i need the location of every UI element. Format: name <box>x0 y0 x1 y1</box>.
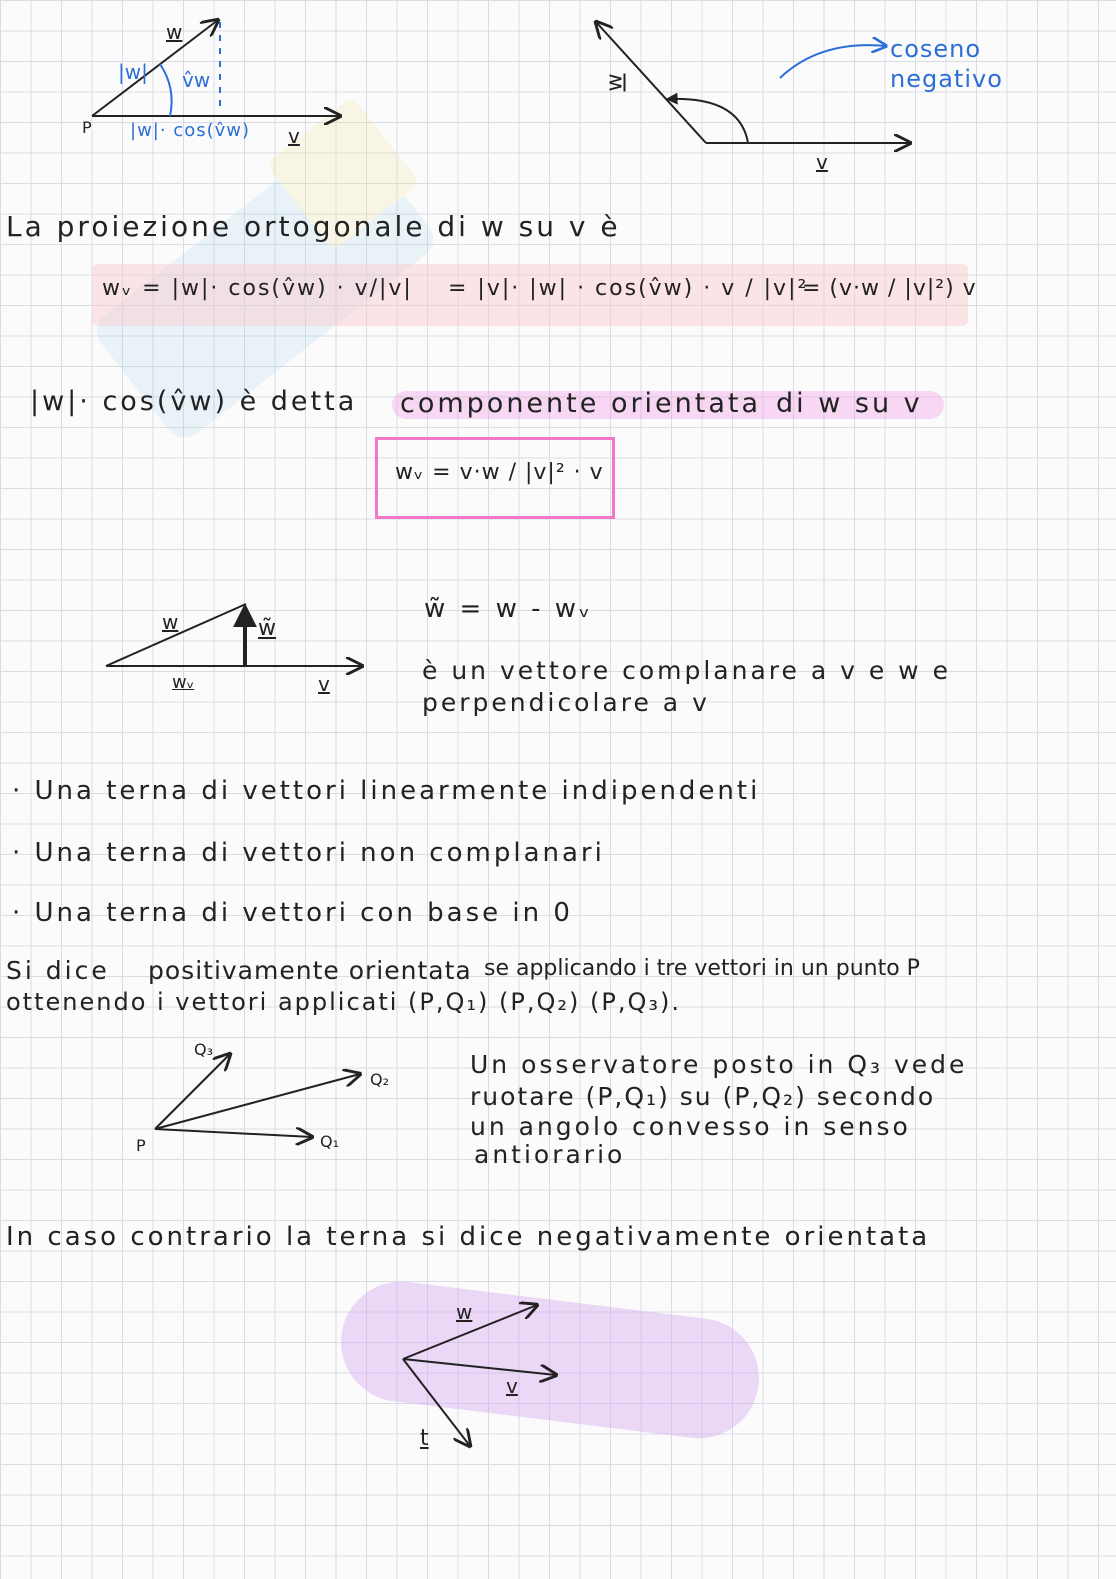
component-term: componente orientata <box>400 388 762 419</box>
fig4-obs-line3: un angolo convesso in senso <box>470 1112 911 1141</box>
fig4-label-q1: Q₁ <box>320 1132 340 1151</box>
fig2-angle-arc <box>668 99 748 143</box>
fig4-obs-line4: antiorario <box>474 1140 626 1169</box>
fig3-desc-line1: è un vettore complanare a v e w e <box>422 656 951 685</box>
fig2-note: coseno negativo <box>890 35 1003 93</box>
fig4-positive-orientation-diagram <box>155 1054 360 1137</box>
projection-formula-mid: = |v|· |w| · cos(v̂w) · v / |v|² <box>448 276 809 301</box>
fig5-label-t: t <box>420 1426 429 1451</box>
contrary-sentence: In caso contrario la terna si dice negativamente orientata <box>6 1222 931 1252</box>
definition-line1-a: Si dice <box>6 956 110 985</box>
fig3-label-v: v <box>318 672 330 696</box>
projection-formula-lhs: wᵥ = |w|· cos(v̂w) · v/|v| <box>102 276 413 301</box>
fig2-obtuse-angle-diagram <box>596 22 910 143</box>
component-tail: di w su v <box>776 388 923 419</box>
bullet-item: · Una terna di vettori con base in 0 <box>12 898 573 928</box>
fig4-vector-q2 <box>155 1074 360 1129</box>
fig5-vector-v <box>403 1359 556 1375</box>
bullet-item: · Una terna di vettori non complanari <box>12 838 605 868</box>
fig3-desc-line2: perpendicolare a v <box>422 688 710 717</box>
fig4-label-p: P <box>136 1136 146 1155</box>
fig5-label-v: v <box>506 1374 518 1398</box>
fig1-label-proj: |w|· cos(v̂w) <box>130 120 250 141</box>
bullet-item: · Una terna di vettori linearmente indipendenti <box>12 776 761 806</box>
fig3-label-wv: wᵥ <box>172 672 195 693</box>
fig4-obs-line1: Un osservatore posto in Q₃ vede <box>470 1050 968 1079</box>
fig1-label-p: P <box>82 118 92 137</box>
definition-line2: ottenendo i vettori applicati (P,Q₁) (P,Q₂) (P,Q₃). <box>6 988 681 1016</box>
fig1-label-norm-w: |w| <box>118 60 148 84</box>
fig3-perpendicular-diagram <box>106 604 362 666</box>
fig3-label-wtilde: w̃ <box>258 616 276 641</box>
fig2-label-v: v <box>816 150 828 174</box>
boxed-formula: wᵥ = v·w / |v|² · v <box>395 460 604 485</box>
fig1-label-angle: v̂w <box>182 68 211 92</box>
projection-formula-rhs: = (v·w / |v|²) v <box>802 276 977 301</box>
fig5-negative-orientation-diagram <box>403 1305 556 1446</box>
projection-intro: La proiezione ortogonale di w su v è <box>6 210 621 243</box>
fig2-label-w: w <box>602 73 628 92</box>
fig3-equation: w̃ = w - wᵥ <box>424 594 593 624</box>
component-lead: |w|· cos(v̂w) è detta <box>30 386 358 417</box>
fig3-label-w: w <box>162 610 179 634</box>
fig4-vector-q1 <box>155 1129 312 1137</box>
definition-line1-b: se applicando i tre vettori in un punto P <box>484 956 920 981</box>
fig4-label-q2: Q₂ <box>370 1070 390 1089</box>
fig5-label-w: w <box>456 1300 473 1324</box>
fig4-vector-q3 <box>155 1054 230 1129</box>
fig5-vector-t <box>403 1359 470 1446</box>
fig1-label-v: v <box>288 124 300 148</box>
fig4-obs-line2: ruotare (P,Q₁) su (P,Q₂) secondo <box>470 1082 936 1111</box>
definition-line1-term: positivamente orientata <box>148 956 472 985</box>
fig2-note-arrow <box>780 45 886 78</box>
fig1-angle-arc <box>160 64 172 116</box>
fig4-label-q3: Q₃ <box>194 1040 214 1059</box>
fig1-label-w: w <box>166 20 183 44</box>
